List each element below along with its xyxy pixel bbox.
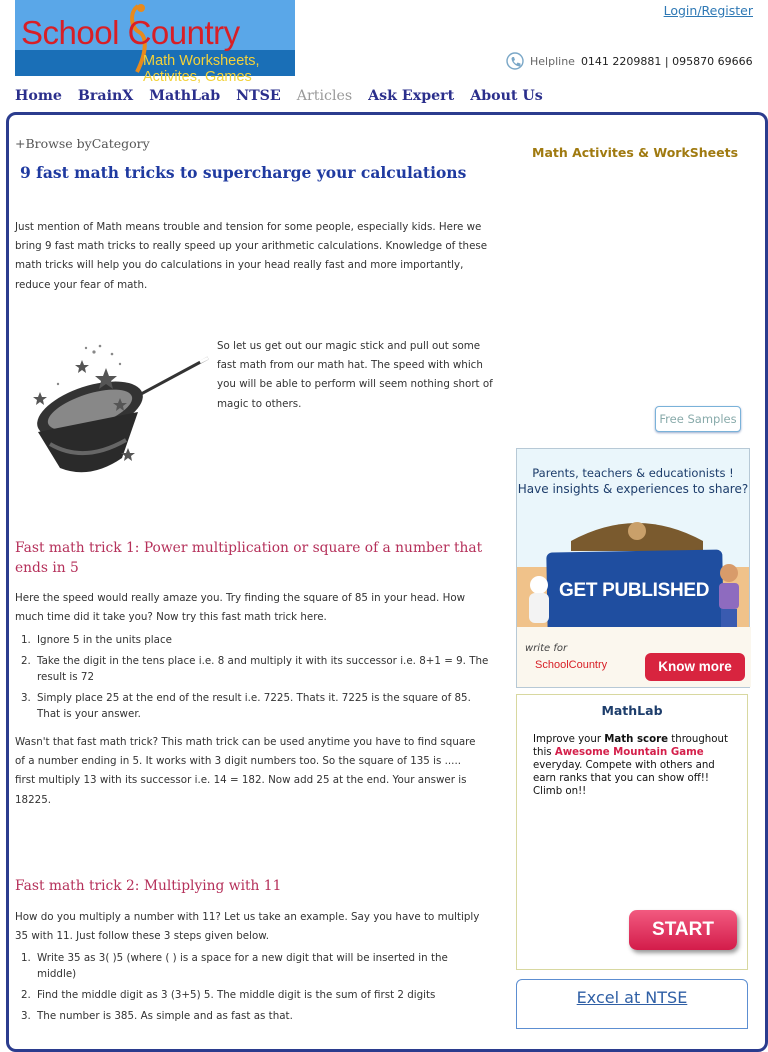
- nav-ask-expert[interactable]: Ask Expert: [368, 88, 455, 104]
- intro-line: bring 9 fast math tricks to really speed up your arithmetic calculations. Knowledge of these: [15, 240, 488, 253]
- ad-write-for: write for: [525, 643, 568, 654]
- trick2-heading: Fast math trick 2: Multiplying with 11: [15, 878, 282, 894]
- logo-name: School Country: [21, 14, 240, 51]
- elder-character-icon: [523, 573, 559, 629]
- trick1-intro-line: Here the speed would really amaze you. Try finding the square of 85 in your head. How: [15, 592, 466, 604]
- nav-about-us[interactable]: About Us: [470, 88, 543, 104]
- logo-tagline: Math Worksheets, Activites, Games: [143, 53, 260, 85]
- step-text: Take the digit in the tens place i.e. 8 and multiply it with its successor i.e. 8+1 = 9. The result is 72: [37, 655, 489, 683]
- list-item: [15, 1008, 448, 1024]
- list-item: [15, 632, 488, 648]
- step-number: 2.: [21, 989, 31, 1001]
- trick2-intro: [15, 908, 479, 946]
- step-text: Find the middle digit as 3 (3+5) 5. The middle digit is the sum of first 2 digits: [37, 989, 436, 1001]
- nav-brainx[interactable]: BrainX: [77, 88, 134, 104]
- step-text: Write 35 as 3( )5 (where ( ) is a space for a new digit that will be inserted in the middle): [37, 952, 448, 980]
- mathlab-box: [516, 694, 748, 970]
- trick2-steps: [15, 950, 448, 1029]
- trick2-intro-line: How do you multiply a number with 11? Let us take an example. Say you have to multiply: [15, 911, 480, 923]
- magic-line: fast math from our math hat. The speed with which: [217, 359, 483, 372]
- article-title: 9 fast math tricks to supercharge your calculations: [20, 163, 467, 182]
- step-number: 2.: [21, 655, 31, 667]
- ad-line-1: Parents, teachers & educationists !: [532, 466, 734, 480]
- intro-line: reduce your fear of math.: [15, 278, 148, 291]
- free-samples-button[interactable]: Free Samples: [655, 406, 741, 432]
- trick1-outro-line: of a number ending in 5. It works with 3 digit numbers too. So the square of 135 is .....: [15, 755, 461, 768]
- trick1-steps: [15, 632, 488, 727]
- list-item: [15, 950, 448, 982]
- nav-ntse[interactable]: NTSE: [236, 88, 281, 104]
- step-number: 3.: [21, 1010, 31, 1022]
- kid-character-icon: [713, 561, 747, 633]
- main-nav: [15, 88, 559, 104]
- trick1-outro-line: 18225.: [15, 793, 52, 806]
- helpline-label: Helpline: [530, 54, 575, 68]
- list-item: [15, 987, 448, 1003]
- know-more-button[interactable]: Know more: [645, 653, 745, 681]
- intro-line: math tricks will help you do calculations in your head really fast and more importantly,: [15, 259, 464, 272]
- trick1-heading-line: ends in 5: [15, 560, 79, 576]
- step-text: Simply place 25 at the end of the result i.e. 7225. Thats it. 7225 is the square of 85. That is your answer.: [37, 692, 471, 720]
- helpline-numbers: 0141 2209881 | 095870 69666: [580, 54, 753, 68]
- step-text: The number is 385. As simple and as fast as that.: [37, 1010, 293, 1022]
- step-number: 3.: [21, 692, 31, 704]
- crowd-icon: [567, 511, 707, 551]
- magic-line: magic to others.: [217, 397, 302, 410]
- get-published-ad[interactable]: [516, 448, 750, 688]
- nav-articles[interactable]: Articles: [296, 88, 353, 104]
- ad-brand: SchoolCountry: [535, 659, 608, 671]
- excel-ntse-box[interactable]: [516, 979, 748, 1029]
- trick1-intro-line: much time did it take you? Now try this fast math trick here.: [15, 611, 327, 624]
- intro-paragraph: [15, 218, 487, 295]
- nav-home[interactable]: Home: [15, 88, 62, 104]
- trick1-outro-line: first multiply 13 with its successor i.e. 14 = 182. Now add 25 at the end. Your answer is: [15, 774, 467, 787]
- site-logo[interactable]: [15, 0, 295, 85]
- list-item: [15, 690, 488, 722]
- sidebar-heading: Math Activites & WorkSheets: [532, 145, 739, 160]
- magic-line: So let us get out our magic stick and pull out some: [217, 340, 481, 352]
- trick1-intro: [15, 589, 465, 627]
- magic-hat-icon: [20, 340, 220, 480]
- get-published-text: GET PUBLISHED: [559, 580, 710, 601]
- excel-ntse-link[interactable]: Excel at NTSE: [576, 988, 688, 1007]
- ad-line-2: Have insights & experiences to share?: [517, 482, 749, 496]
- mathlab-text: Improve your Math score throughout this Awesome Mountain Game everyday. Compete with others and earn ranks that you can show off!! Climb on!!: [533, 734, 728, 797]
- magic-paragraph: [217, 337, 493, 414]
- list-item: [15, 653, 488, 685]
- login-register-link[interactable]: Login/Register: [663, 3, 753, 18]
- trick1-outro-line: Wasn't that fast math trick? This math trick can be used anytime you have to find square: [15, 736, 476, 748]
- intro-line: Just mention of Math means trouble and tension for some people, especially kids. Here we: [15, 221, 482, 233]
- step-number: 1.: [21, 634, 31, 646]
- step-number: 1.: [21, 952, 31, 964]
- trick2-intro-line: 35 with 11. Just follow these 3 steps given below.: [15, 930, 270, 943]
- nav-mathlab[interactable]: MathLab: [149, 88, 221, 104]
- mathlab-title: MathLab: [601, 703, 663, 718]
- browse-by-category[interactable]: +Browse byCategory: [15, 136, 150, 151]
- magic-line: you will be able to perform will seem nothing short of: [217, 378, 493, 391]
- trick1-heading-line: Fast math trick 1: Power multiplication or square of a number that: [15, 540, 483, 556]
- start-button[interactable]: START: [629, 910, 737, 950]
- step-text: Ignore 5 in the units place: [37, 634, 172, 646]
- trick1-outro: [15, 733, 476, 810]
- phone-icon: [506, 52, 524, 70]
- trick1-heading: [15, 538, 482, 578]
- helpline: [506, 52, 753, 70]
